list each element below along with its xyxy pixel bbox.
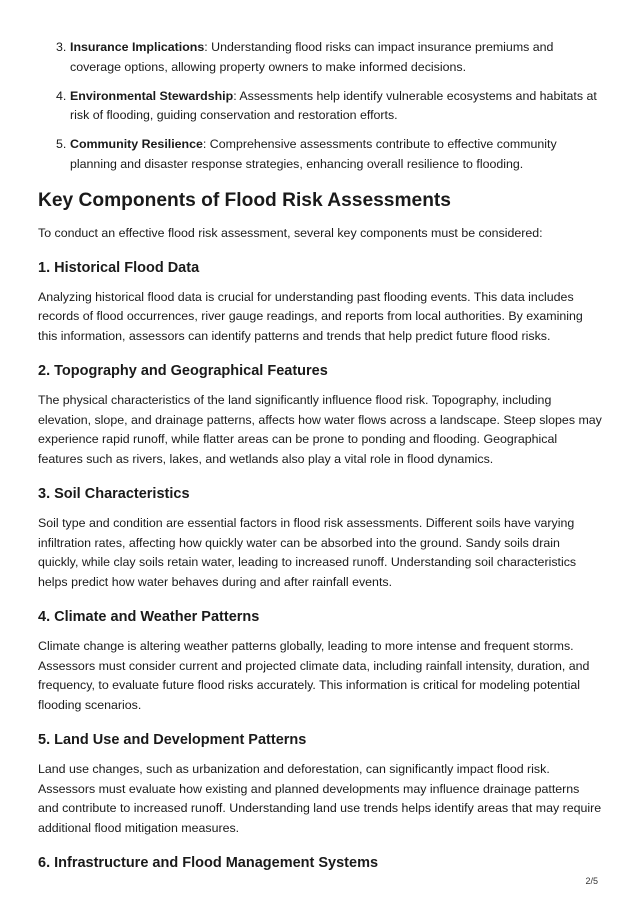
section-historical-flood-data (38, 258, 602, 347)
section-heading: 5. Land Use and Development Patterns (38, 732, 307, 748)
section-body: Land use changes, such as urbanization and deforestation, can significantly impact flood risk. Assessors must evaluate how existing and planned developments may influence drainage patterns and contribute to increased runoff. Understanding land use trends helps identify areas that may require additional flood mitigation measures. (38, 762, 602, 835)
list-number: 5. (56, 137, 67, 151)
benefit-label: Environmental Stewardship (70, 88, 234, 103)
section-heading: 2. Topography and Geographical Features (38, 363, 328, 379)
section-topography (38, 361, 602, 469)
benefit-item-insurance (56, 38, 602, 77)
section-heading: 4. Climate and Weather Patterns (38, 609, 260, 625)
section-infrastructure (38, 853, 602, 873)
benefit-item-environmental (56, 87, 602, 126)
benefit-text: : Understanding flood risks can impact insurance premiums and coverage options, allowing property owners to make informed decisions. (70, 40, 554, 74)
section-body: The physical characteristics of the land significantly influence flood risk. Topography, including elevation, slope, and drainage patterns, affects how water flows across a landscape. Steep slopes may experience rapid runoff, while flatter areas can be prone to ponding and flooding. Geographical features such as rivers, lakes, and wetlands also play a vital role in flood dynamics. (38, 393, 602, 466)
section-body: Soil type and condition are essential factors in flood risk assessments. Different soils have varying infiltration rates, affecting how quickly water can be absorbed into the ground. Sandy soils drain quickly, while clay soils retain water, leading to increased runoff. Understanding soil characteristics helps predict how water behaves during and after rainfall events. (38, 516, 577, 589)
benefit-label: Community Resilience (70, 137, 203, 151)
section-heading: 6. Infrastructure and Flood Management Systems (38, 855, 379, 871)
document-page (38, 38, 602, 883)
main-heading: Key Components of Flood Risk Assessments (38, 190, 451, 211)
section-heading: 1. Historical Flood Data (38, 259, 200, 276)
section-soil-characteristics (38, 484, 602, 592)
section-body: Climate change is altering weather patterns globally, leading to more intense and frequent storms. Assessors must consider current and projected climate data, including rainfall intensity, duration, and frequency, to evaluate future flood risks accurately. This information is critical for modeling potential flooding scenarios. (38, 639, 590, 712)
section-heading: 3. Soil Characteristics (38, 486, 190, 502)
benefit-item-community (56, 135, 602, 174)
benefit-text: : Comprehensive assessments contribute to effective community planning and disaster response strategies, enhancing overall resilience to flooding. (70, 137, 557, 171)
benefits-list (38, 38, 602, 174)
list-number: 4. (56, 88, 67, 103)
page-number: 2/5 (585, 876, 598, 886)
benefit-label: Insurance Implications (70, 40, 205, 54)
section-body: Analyzing historical flood data is crucial for understanding past flooding events. This data includes records of flood occurrences, river gauge readings, and reports from local authorities. By examining this information, assessors can identify patterns and trends that help predict future flood risks. (38, 289, 583, 343)
benefit-text: : Assessments help identify vulnerable ecosystems and habitats at risk of flooding, guiding conservation and restoration efforts. (70, 88, 597, 122)
list-number: 3. (56, 40, 67, 54)
intro-paragraph: To conduct an effective flood risk assessment, several key components must be considered: (38, 226, 543, 240)
section-climate-weather (38, 607, 602, 715)
section-land-use (38, 730, 602, 838)
